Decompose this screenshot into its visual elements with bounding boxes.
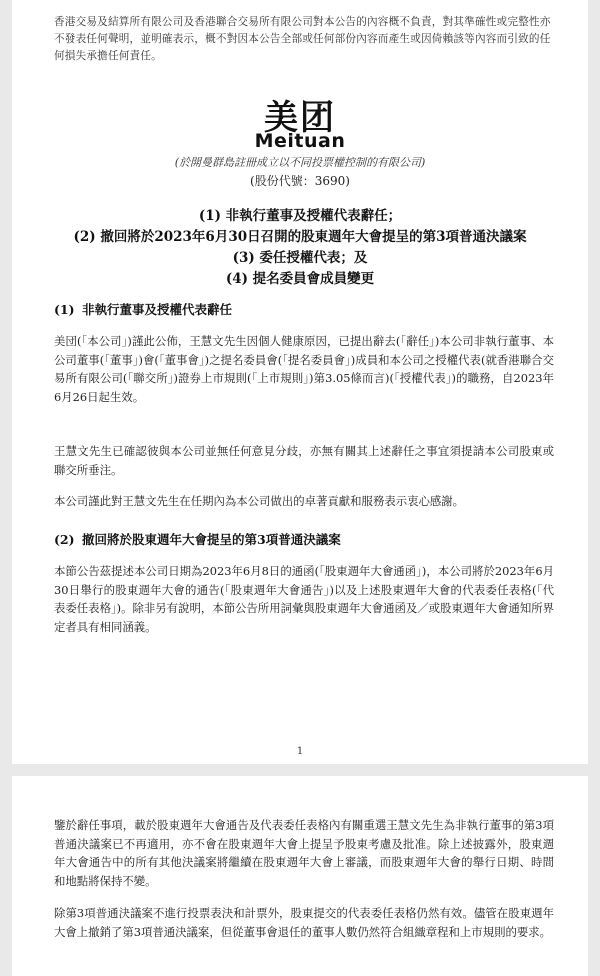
- section-1-paragraph: 本公司謹此對王慧文先生在任期內為本公司做出的卓著貢獻和服務表示衷心感謝。: [54, 494, 465, 508]
- page-number: 1: [296, 746, 304, 757]
- section-1-paragraph: 美団(「本公司」)謹此公佈，王慧文先生因個人健康原因，已提出辭去(「辭任」)本公司非執行董事、本公司董事(「董事」)會(「董事會」)之提名委員會(「提名委員會」)成員和本公司之授權代表(就香港聯合交易所有限公司(「聯交所」)證券上市規則(「上市規則」)第3.05條而言)(「授權代表」)的職務，自2023年6月26日起生效。: [54, 334, 554, 404]
- section-number: (1): [54, 302, 75, 317]
- page-2-paragraph: 除第3項普通決議案不進行投票表決和計票外，股東提交的代表委任表格仍然有效。儘管在股東週年大會上撤銷了第3項普通決議案，但從董事會退任的董事人數仍然符合組織章程和上市規則的要求。: [54, 906, 554, 939]
- stock-code: (股份代號：3690): [250, 174, 350, 188]
- company-logo-english: Meituan: [254, 130, 346, 152]
- document-page-1: [12, 0, 588, 764]
- incorporation-note: (於開曼群島註冊成立以不同投票權控制的有限公司): [174, 156, 426, 169]
- announcement-headings: [12, 206, 588, 290]
- section-title-text: 撤回將於股東週年大會提呈的第3項普通決議案: [82, 532, 341, 547]
- company-logo-chinese: 美团: [264, 98, 336, 138]
- heading-line: (3) 委任授權代表；及: [232, 250, 368, 266]
- section-number: (2): [54, 532, 75, 547]
- section-2-paragraph: 本節公告茲提述本公司日期為2023年6月8日的通函(「股東週年大會通函」)，本公司將於2023年6月30日舉行的股東週年大會的通告(「股東週年大會通告」)以及上述股東週年大會的代表委任表格(「代表委任表格」)。除非另有說明，本節公告所用詞彙與股東週年大會通函及／或股東週年大會通知所界定者具有相同涵義。: [54, 564, 554, 634]
- heading-line: (1) 非執行董事及授權代表辭任；: [198, 208, 402, 224]
- page-2-paragraph: 鑒於辭任事項，載於股東週年大會通告及代表委任表格內有關重選王慧文先生為非執行董事的第3項普通決議案已不再適用，亦不會在股東週年大會上提呈予股東考慮及批准。除上述披露外，股東週年大會通告中的所有其他決議案將繼續在股東週年大會上審議，而股東週年大會的舉行日期、時間和地點將保持不變。: [54, 818, 554, 888]
- section-1-title: [54, 300, 554, 318]
- section-1-paragraph: 王慧文先生已確認彼與本公司並無任何意見分歧，亦無有關其上述辭任之事宜須提請本公司股東或聯交所垂注。: [54, 444, 554, 477]
- heading-line: (4) 提名委員會成員變更: [225, 271, 375, 287]
- heading-line: (2) 撤回將於2023年6月30日召開的股東週年大會提呈的第3項普通決議案: [73, 229, 527, 245]
- section-2-title: [54, 530, 554, 548]
- document-page-2: [12, 776, 588, 976]
- section-title-text: 非執行董事及授權代表辭任: [82, 302, 233, 317]
- disclaimer-text: 香港交易及結算所有限公司及香港聯合交易所有限公司對本公告的內容概不負責，對其準確性或完整性亦不發表任何聲明，並明確表示，概不對因本公告全部或任何部份內容而產生或因倚賴該等內容而引致的任何損失承擔任何責任。: [54, 16, 551, 62]
